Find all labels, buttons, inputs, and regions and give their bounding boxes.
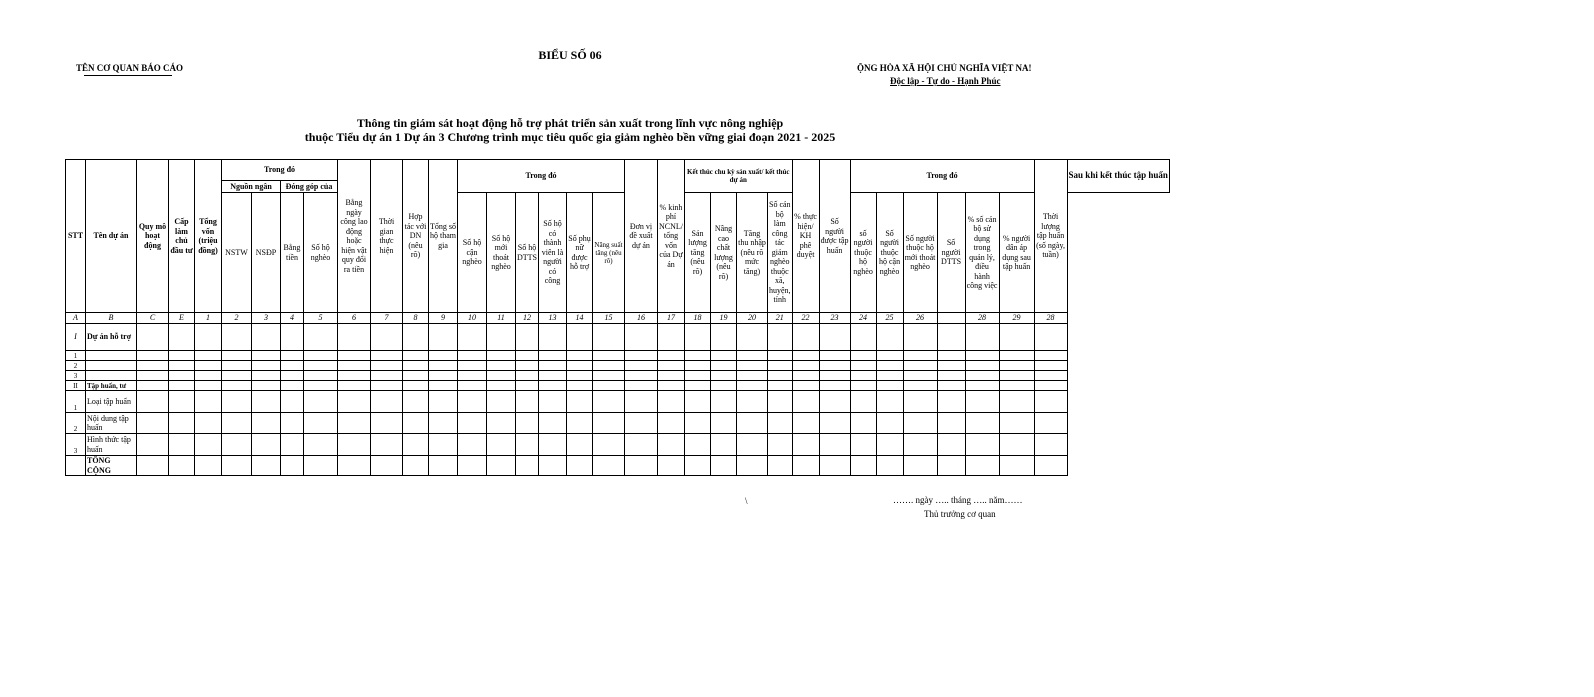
index-cell: C (137, 313, 169, 324)
col-bang-tien: Bằng tiền (281, 193, 304, 313)
org-name: TÊN CƠ QUAN BÁO CÁO (76, 63, 184, 73)
table-row (66, 381, 1170, 391)
row-stt: 1 (66, 351, 86, 361)
index-cell: 1 (195, 313, 222, 324)
col-so-nguoi-dtts: Số người DTTS (937, 193, 965, 313)
index-cell: 5 (304, 313, 338, 324)
index-cell: 8 (403, 313, 429, 324)
group-trong-do-3: Trong đó (850, 160, 1034, 193)
index-cell: 12 (516, 313, 539, 324)
row-stt: 2 (66, 361, 86, 371)
footer-date: ……. ngày ….. tháng ….. năm…… (893, 495, 1023, 505)
col-bang-ngay-cong: Bằng ngày công lao động hoặc hiện vật quy đổi ra tiền (338, 160, 371, 313)
index-cell: 3 (252, 313, 281, 324)
report-table (65, 159, 1170, 476)
col-nsdp: NSĐP (252, 193, 281, 313)
row-stt: 3 (66, 434, 86, 456)
table-row (66, 371, 1170, 381)
footer-signer: Thủ trưởng cơ quan (924, 509, 996, 519)
col-chat-luong: Nâng cao chất lượng (nêu rõ) (711, 193, 737, 313)
republic-heading: ỘNG HÒA XÃ HỘI CHỦ NGHĨA VIỆT NA! (857, 63, 1032, 73)
col-so-ho-can-ngheo: Số hộ cận nghèo (458, 193, 487, 313)
col-so-ho-dtts: Số hộ DTTS (516, 193, 539, 313)
col-pct-kinh-phi: % kinh phí NCNL/ tổng vốn của Dự án (658, 160, 685, 313)
group-nguon-ngan: Nguồn ngân (222, 181, 281, 193)
table-row (66, 434, 1170, 456)
group-dong-gop: Đóng góp của (281, 181, 338, 193)
col-pct-thuc-hien: % thực hiện/ KH phê duyệt (792, 160, 819, 313)
col-san-luong: Sản lượng tăng (nêu rõ) (685, 193, 711, 313)
col-cap-lam-chu: Cấp làm chủ đầu tư (169, 160, 195, 313)
index-cell: E (169, 313, 195, 324)
group-trong-do-2: Trong đó (458, 160, 625, 193)
col-so-can-bo: Số cán bộ làm công tác giảm nghèo thuộc xã, huyện, tỉnh (768, 193, 793, 313)
index-cell (937, 313, 965, 324)
group-trong-do-1: Trong đó (222, 160, 338, 181)
index-cell: B (86, 313, 137, 324)
index-cell: 2 (222, 313, 252, 324)
table-row (66, 324, 1170, 351)
col-so-ho-nguoi-co-cong: Số hộ có thành viên là người có công (539, 193, 567, 313)
table-row (66, 351, 1170, 361)
col-pct-nguoi-dan: % người dân áp dụng sau tập huấn (999, 193, 1034, 313)
index-cell: 10 (458, 313, 487, 324)
col-stt: STT (66, 160, 86, 313)
index-cell: 25 (876, 313, 903, 324)
col-hop-tac: Hợp tác với DN (nêu rõ) (403, 160, 429, 313)
motto: Độc lập - Tự do - Hạnh Phúc (890, 76, 1001, 86)
row-stt: 1 (66, 391, 86, 413)
row-stt: 3 (66, 371, 86, 381)
index-cell: 16 (625, 313, 658, 324)
row-name: Dự án hỗ trợ (86, 324, 137, 351)
row-stt: II (66, 381, 86, 391)
col-so-nguoi-tap-huan: Số người được tập huấn (819, 160, 850, 313)
table-row-total (66, 456, 1170, 476)
col-ten-du-an: Tên dự án (86, 160, 137, 313)
org-underline (84, 75, 172, 76)
group-sau-khi: Sau khi kết thúc tập huấn (1067, 160, 1169, 193)
index-cell: 11 (487, 313, 516, 324)
report-title-line1: Thông tin giám sát hoạt động hỗ trợ phát triển sản xuất trong lĩnh vực nông nghiệp (356, 116, 784, 130)
footer-mark: \ (745, 496, 748, 506)
col-thoi-gian: Thời gian thực hiện (371, 160, 403, 313)
form-number: BIỂU SỐ 06 (538, 48, 602, 62)
index-cell: 19 (711, 313, 737, 324)
index-cell: 9 (429, 313, 458, 324)
col-so-phu-nu: Số phụ nữ được hỗ trợ (567, 193, 593, 313)
table-row (66, 361, 1170, 371)
index-cell: 28 (965, 313, 999, 324)
col-thoi-luong: Thời lượng tập huấn (số ngày, tuần) (1034, 160, 1067, 313)
index-cell: 17 (658, 313, 685, 324)
index-cell: 15 (593, 313, 625, 324)
index-cell: 14 (567, 313, 593, 324)
index-cell: 24 (850, 313, 876, 324)
index-cell: 4 (281, 313, 304, 324)
col-nstw: NSTW (222, 193, 252, 313)
col-quy-mo: Quy mô hoạt động (137, 160, 169, 313)
col-so-ho-moi-thoat: Số hộ mới thoát nghèo (487, 193, 516, 313)
col-tong-von: Tổng vốn (triệu đồng) (195, 160, 222, 313)
index-cell: 29 (999, 313, 1034, 324)
index-cell: 6 (338, 313, 371, 324)
report-title-line2: thuộc Tiểu dự án 1 Dự án 3 Chương trình mục tiêu quốc gia giảm nghèo bền vững giai đoạn 2021 - 2025 (304, 130, 836, 144)
row-name: Loại tập huấn (86, 391, 137, 413)
col-so-nguoi-can-ngheo: Số người thuộc hộ cận nghèo (876, 193, 903, 313)
col-so-nguoi-ho-ngheo: số người thuộc hộ nghèo (850, 193, 876, 313)
index-cell: 22 (792, 313, 819, 324)
index-cell: 7 (371, 313, 403, 324)
table-row (66, 413, 1170, 434)
row-name: Hình thức tập huấn (86, 434, 137, 456)
row-stt: 2 (66, 413, 86, 434)
total-label: TỔNG CỘNG (86, 456, 137, 476)
row-name: Tập huấn, tư (86, 381, 137, 391)
index-cell: 23 (819, 313, 850, 324)
col-don-vi-de-xuat: Đơn vị đề xuất dự án (625, 160, 658, 313)
group-ket-thuc: Kết thúc chu kỳ sản xuất/ kết thúc dự án (685, 160, 793, 193)
index-cell: A (66, 313, 86, 324)
col-so-ho-ngheo: Số hộ nghèo (304, 193, 338, 313)
index-cell: 20 (737, 313, 768, 324)
col-so-nguoi-moi-thoat: Số người thuộc hộ mới thoát nghèo (903, 193, 937, 313)
col-thu-nhap: Tăng thu nhập (nêu rõ mức tăng) (737, 193, 768, 313)
row-stt: I (66, 324, 86, 351)
row-name: Nội dung tập huấn (86, 413, 137, 434)
index-cell: 21 (768, 313, 793, 324)
index-cell: 13 (539, 313, 567, 324)
table-row (66, 391, 1170, 413)
col-nang-suat: Năng suất tăng (nêu rõ) (593, 193, 625, 313)
index-cell: 18 (685, 313, 711, 324)
index-row (66, 313, 1170, 324)
index-cell: 26 (903, 313, 937, 324)
index-cell: 28 (1034, 313, 1067, 324)
col-pct-can-bo: % số cán bộ sử dụng trong quản lý, điều hành công việc (965, 193, 999, 313)
col-tong-so-ho: Tổng số hộ tham gia (429, 160, 458, 313)
